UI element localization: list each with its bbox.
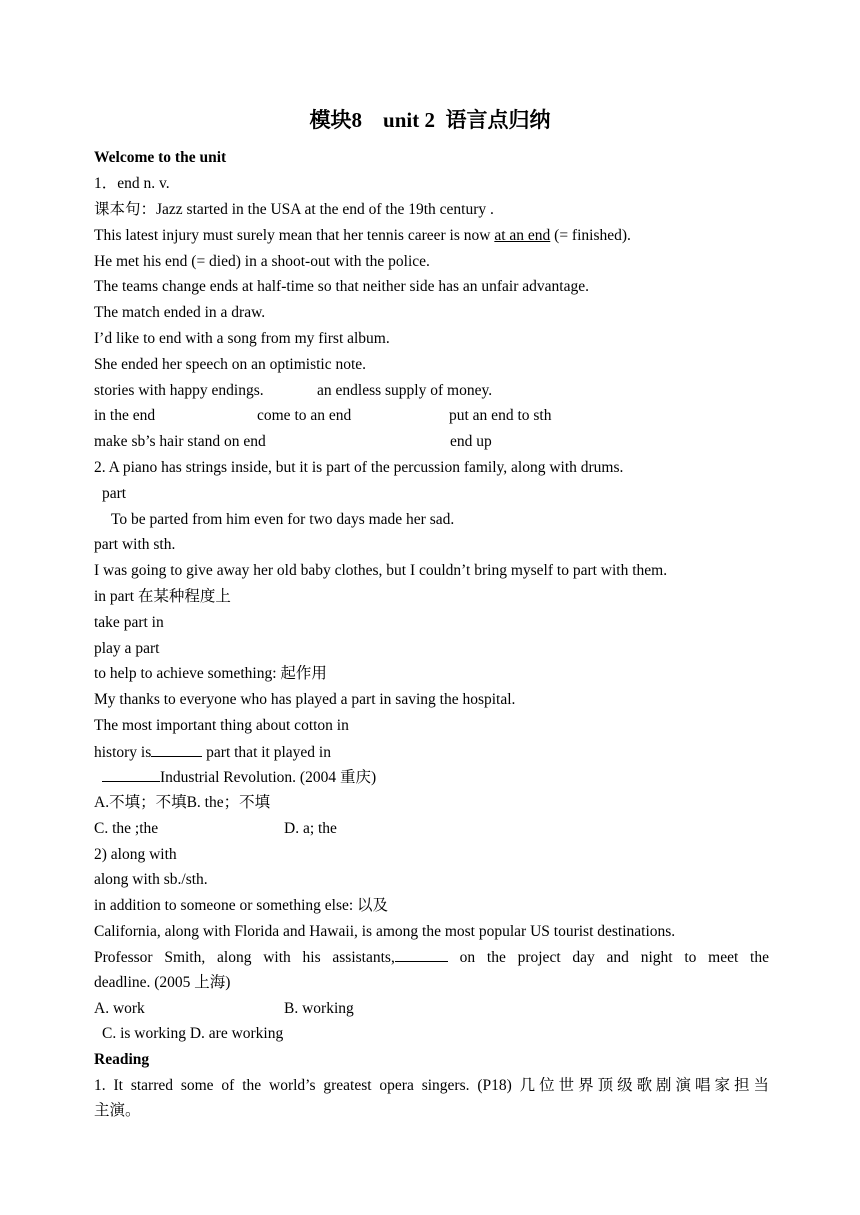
example-sentence: California, along with Florida and Hawaii, is among the most popular US tourist destinations.: [94, 923, 676, 940]
section-heading-reading: Reading: [94, 1051, 150, 1068]
answer-blank: [102, 767, 160, 782]
answer-blank: [151, 742, 202, 757]
exercise-question: [94, 742, 331, 763]
example-sentence: I’d like to end with a song from my first album.: [94, 330, 390, 347]
reading-sentence: 1. It starred some of the world’s greatest opera singers. (P18) 几位世界顶级歌剧演唱家担当: [94, 1077, 769, 1094]
phrase-item: make sb’s hair stand on end: [94, 433, 266, 450]
phrase-item: play a part: [94, 640, 160, 657]
answer-option: B. working: [284, 1000, 354, 1017]
phrase-item: in part 在某种程度上: [94, 588, 231, 605]
exercise-question: The most important thing about cotton in: [94, 717, 349, 734]
example-sentence: My thanks to everyone who has played a part in saving the hospital.: [94, 691, 516, 708]
reading-sentence-cont: 主演。: [94, 1102, 141, 1119]
sub-item-heading: 2) along with: [94, 846, 177, 863]
definition: to help to achieve something: 起作用: [94, 665, 327, 682]
phrase-item: end up: [450, 433, 492, 450]
definition: in addition to someone or something else: 以及: [94, 897, 389, 914]
text-span: on the project day and night to meet the: [447, 949, 769, 966]
example-sentence: To be parted from him even for two days made her sad.: [111, 511, 455, 528]
example-sentence: The teams change ends at half-time so that neither side has an unfair advantage.: [94, 278, 589, 295]
answer-option: D. a; the: [284, 820, 337, 837]
example-sentence: [94, 226, 631, 246]
exercise-question: [94, 947, 769, 968]
phrase-item: part with sth.: [94, 536, 176, 553]
section-heading-welcome: Welcome to the unit: [94, 149, 227, 166]
example-sentence: I was going to give away her old baby clothes, but I couldn’t bring myself to part with them.: [94, 562, 668, 579]
phrase-example: stories with happy endings.: [94, 382, 264, 399]
text-span: history is: [94, 744, 152, 761]
text-span: Industrial Revolution. (2004 重庆): [160, 769, 377, 786]
answer-option: C. the ;the: [94, 820, 159, 837]
exercise-question: deadline. (2005 上海): [94, 974, 231, 991]
example-sentence: He met his end (= died) in a shoot-out with the police.: [94, 253, 430, 270]
item-end-heading: 1．end n. v.: [94, 175, 170, 192]
exercise-question: [102, 767, 376, 788]
phrase-item: in the end: [94, 407, 156, 424]
text-span: Professor Smith, along with his assistants,: [94, 949, 395, 966]
page-title: 模块8 unit 2 语言点归纳: [309, 108, 551, 132]
example-sentence: The match ended in a draw.: [94, 304, 266, 321]
phrase-item: put an end to sth: [449, 407, 552, 424]
text-span: This latest injury must surely mean that her tennis career is now: [94, 227, 495, 244]
underlined-phrase: at an end: [494, 227, 551, 244]
textbook-sentence: 课本句：Jazz started in the USA at the end of the 19th century .: [94, 201, 494, 218]
answer-option: A.不填；不填B. the；不填: [94, 794, 271, 811]
answer-option: C. is working D. are working: [102, 1025, 284, 1042]
answer-option: A. work: [94, 1000, 145, 1017]
example-sentence: She ended her speech on an optimistic note.: [94, 356, 367, 373]
phrase-item: come to an end: [257, 407, 352, 424]
text-span: (= finished).: [550, 227, 631, 244]
phrase-item: along with sb./sth.: [94, 871, 208, 888]
text-span: part that it played in: [202, 744, 331, 761]
phrase-example: an endless supply of money.: [317, 382, 493, 399]
phrase-item: take part in: [94, 614, 164, 631]
item-part-sentence: 2. A piano has strings inside, but it is part of the percussion family, along with drums.: [94, 459, 624, 476]
word-heading: part: [102, 485, 127, 502]
answer-blank: [395, 947, 448, 962]
